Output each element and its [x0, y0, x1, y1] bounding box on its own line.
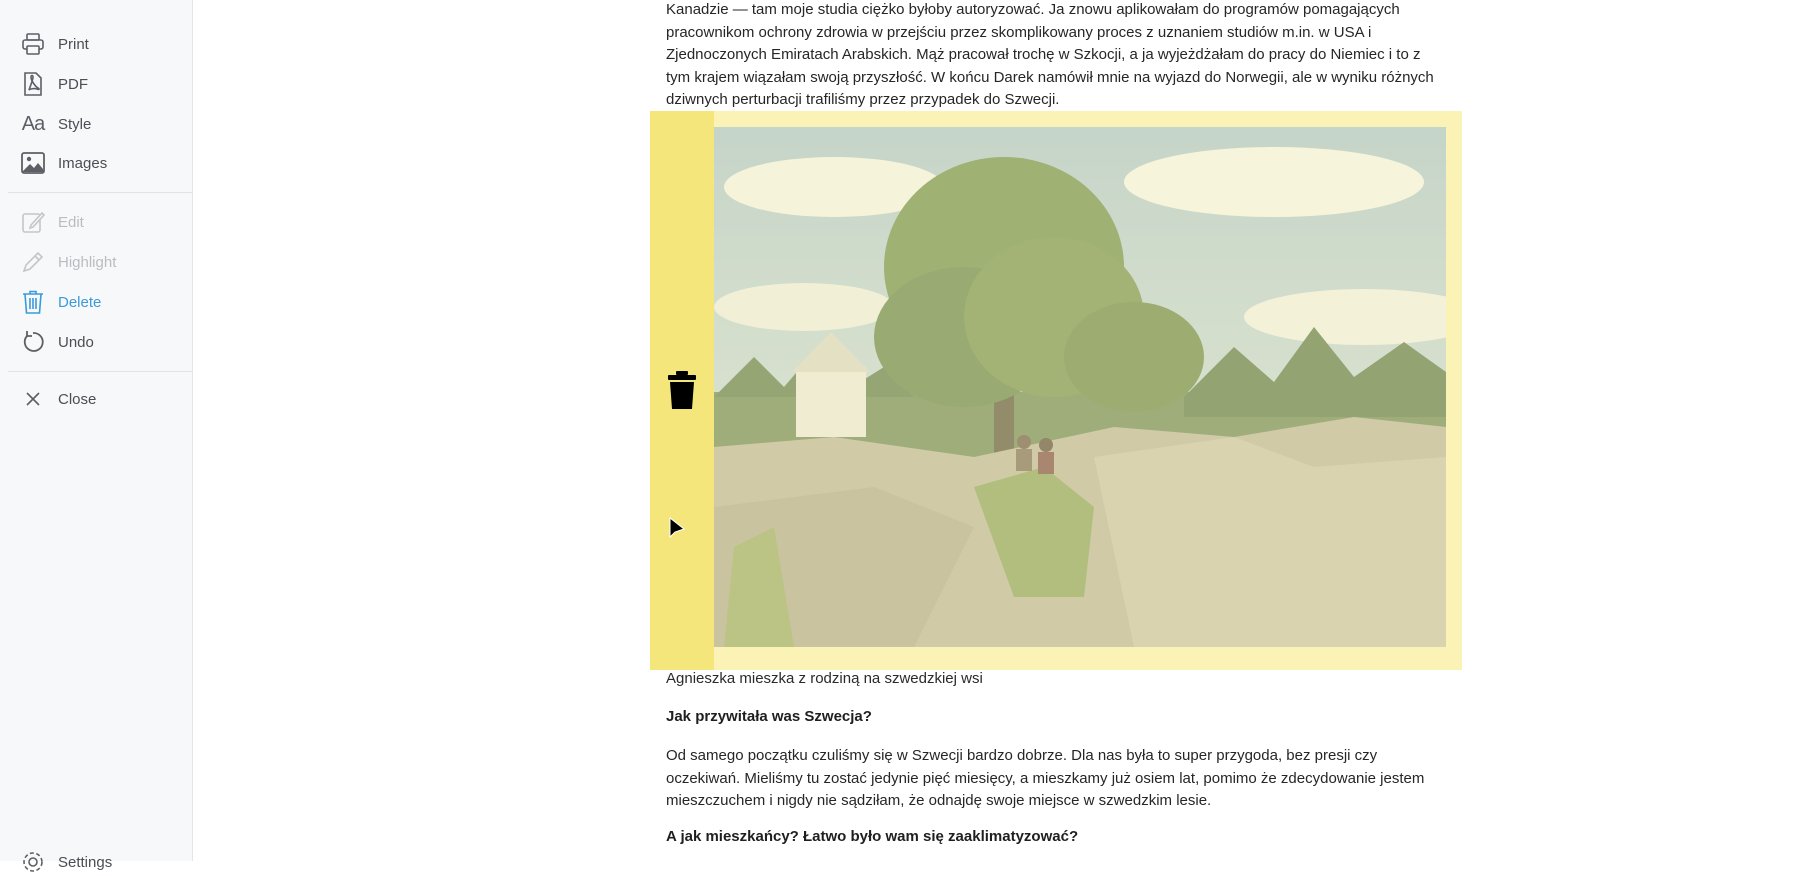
paragraph: Od samego początku czuliśmy się w Szwecji bardzo dobrze. Dla nas była to super przygoda, bez presji czy oczekiwań. Mieliśmy tu zostać jedynie pięć miesięcy, a mieszkamy już osiem lat, pomimo że zdecydowanie jestem mieszczuchem i nigdy nie sądziłam, że odnajdę swoje miejsce w szwedzkim lesie.	[666, 747, 1425, 809]
font-style-icon: Aa	[21, 112, 45, 135]
image-caption: Agnieszka mieszka z rodziną na szwedzkiej wsi	[666, 670, 983, 687]
edit-button[interactable]	[20, 208, 84, 236]
undo-button[interactable]	[20, 328, 94, 356]
settings-label: Settings	[58, 853, 113, 871]
close-button[interactable]	[20, 385, 96, 413]
highlighter-pen-icon	[20, 249, 46, 275]
edit-icon	[20, 209, 46, 235]
paragraph: Kanadzie — tam moje studia ciężko byłoby autoryzować. Ja znowu aplikowałam do programów pomagających pracownikom ochrony zdrowia w przejściu przez skomplikowany proces z uznaniem studiów m.in. w USA i Zjednoczonych Emiratach Arabskich. Mąż pracował trochę w Szkocji, a ja wyjeżdżałam do pracy do Niemiec i to z tym krajem wiązałam swoją przyszłość. W końcu Darek namówił mnie na wyjazd do Norwegii, ale w wyniku różnych dziwnych perturbacji trafiliśmy przez przypadek do Szwecji.	[666, 1, 1434, 108]
highlight-button[interactable]	[20, 248, 116, 276]
tool-sidebar	[0, 0, 193, 871]
pdf-file-icon	[20, 71, 46, 97]
print-button[interactable]	[20, 30, 89, 58]
style-label: Style	[58, 115, 92, 133]
close-icon	[20, 386, 46, 412]
question-heading: Jak przywitała was Szwecja?	[666, 708, 872, 725]
article-paragraph-block	[666, 745, 1446, 813]
trash-icon	[667, 370, 697, 410]
settings-button[interactable]	[20, 848, 112, 876]
pdf-label: PDF	[58, 75, 88, 93]
question-heading: A jak mieszkańcy? Łatwo było wam się zaaklimatyzować?	[666, 828, 1079, 845]
article-top-section	[666, 0, 1446, 112]
sidebar-divider	[8, 192, 192, 193]
images-button[interactable]	[20, 149, 107, 177]
pdf-button[interactable]	[20, 70, 88, 98]
delete-button[interactable]	[20, 288, 101, 316]
close-label: Close	[58, 390, 97, 408]
photo-highlight-tint	[714, 127, 1446, 647]
undo-label: Undo	[58, 333, 94, 351]
highlight-label: Highlight	[58, 253, 117, 271]
edit-label: Edit	[58, 213, 84, 231]
images-label: Images	[58, 154, 108, 172]
trash-icon	[20, 289, 46, 315]
mouse-cursor-icon	[669, 517, 685, 539]
image-icon	[20, 150, 46, 176]
undo-icon	[20, 329, 46, 355]
print-label: Print	[58, 35, 89, 53]
printer-icon	[20, 31, 46, 57]
style-button[interactable]	[20, 110, 91, 138]
delete-label: Delete	[58, 293, 102, 311]
gear-icon	[20, 849, 46, 875]
sidebar-divider	[8, 371, 192, 372]
